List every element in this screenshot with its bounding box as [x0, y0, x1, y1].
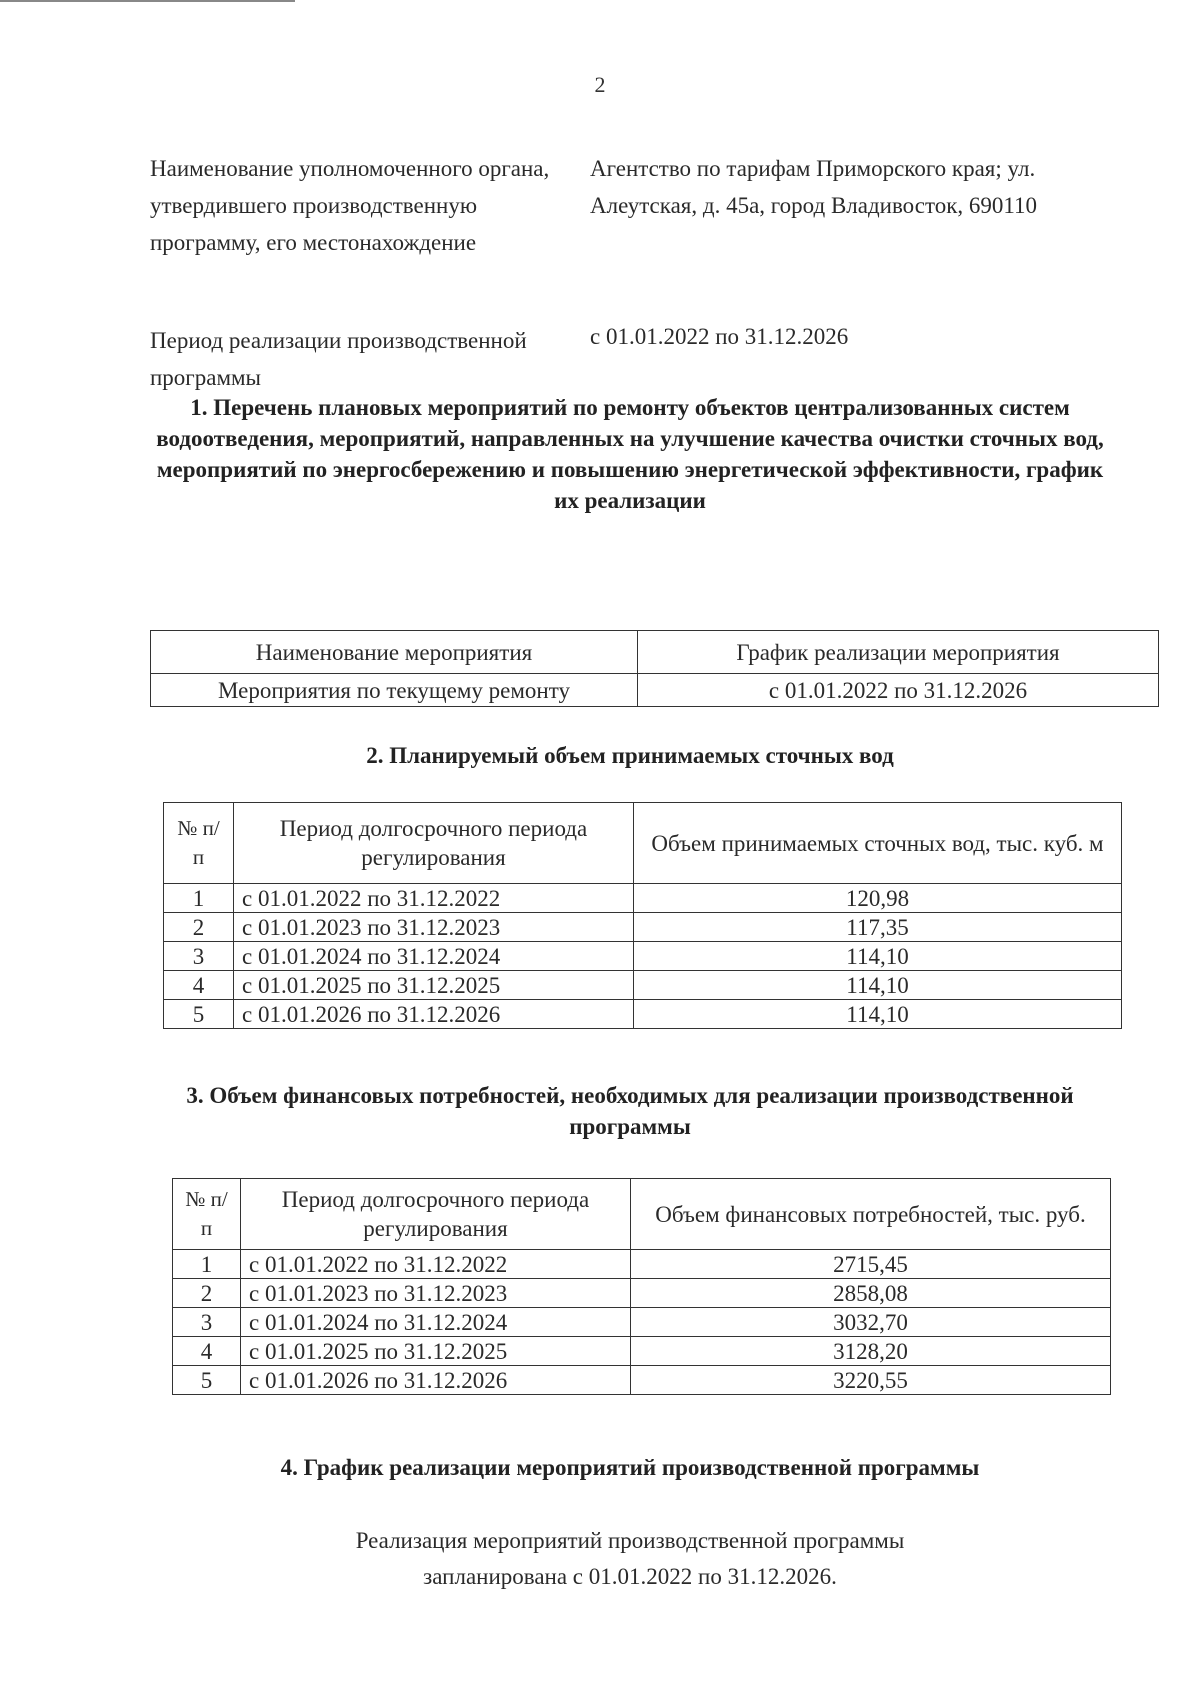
measure-name-cell: Мероприятия по текущему ремонту	[151, 674, 638, 707]
table-header-row	[173, 1179, 1111, 1250]
table-header-row	[151, 631, 1159, 674]
table-row	[173, 1308, 1111, 1337]
header-period: Период долгосрочного периода регулирования	[234, 803, 634, 884]
measures-table	[150, 630, 1159, 707]
row-number: 1	[173, 1250, 241, 1279]
header-number: № п/п	[164, 803, 234, 884]
table-row	[164, 913, 1122, 942]
section4-title: 4. График реализации мероприятий производственной программы	[280, 1455, 980, 1480]
row-number: 5	[164, 1000, 234, 1029]
table-row	[173, 1279, 1111, 1308]
row-period: с 01.01.2022 по 31.12.2022	[234, 884, 634, 913]
closing-line-2: запланирована с 01.01.2022 по 31.12.2026.	[423, 1564, 837, 1589]
authority-value: Агентство по тарифам Приморского края; ул. Алеутская, д. 45а, город Владивосток, 690110	[590, 156, 1038, 218]
page-number: 2	[594, 72, 606, 97]
row-number: 5	[173, 1366, 241, 1395]
table-row	[164, 971, 1122, 1000]
table-row	[173, 1366, 1111, 1395]
row-period: с 01.01.2024 по 31.12.2024	[234, 942, 634, 971]
row-number: 3	[173, 1308, 241, 1337]
table-header-row	[164, 803, 1122, 884]
authority-label: Наименование уполномоченного органа, утвердившего производственную программу, его местонахождение	[150, 156, 550, 255]
row-period: с 01.01.2024 по 31.12.2024	[241, 1308, 631, 1337]
financial-needs-table	[172, 1178, 1111, 1395]
section1-title: 1. Перечень плановых мероприятий по ремонту объектов централизованных систем водоотведения, мероприятий, направленных на улучшение качества очистки сточных вод, мероприятий по энергосбережению и повышению энергетической эффективности, график их реализации	[156, 395, 1104, 513]
row-period: с 01.01.2023 по 31.12.2023	[241, 1279, 631, 1308]
row-period: с 01.01.2023 по 31.12.2023	[234, 913, 634, 942]
row-period: с 01.01.2025 по 31.12.2025	[234, 971, 634, 1000]
wastewater-volume-table	[163, 802, 1122, 1029]
closing-line-1: Реализация мероприятий производственной программы	[355, 1528, 905, 1553]
table-row	[164, 1000, 1122, 1029]
row-amount: 3032,70	[631, 1308, 1111, 1337]
header-volume: Объем принимаемых сточных вод, тыс. куб. м	[634, 803, 1122, 884]
measure-schedule-cell: с 01.01.2022 по 31.12.2026	[638, 674, 1159, 707]
table-row	[164, 884, 1122, 913]
row-number: 2	[164, 913, 234, 942]
row-amount: 2715,45	[631, 1250, 1111, 1279]
header-period: Период долгосрочного периода регулирования	[241, 1179, 631, 1250]
row-volume: 120,98	[634, 884, 1122, 913]
row-number: 1	[164, 884, 234, 913]
row-volume: 114,10	[634, 971, 1122, 1000]
row-number: 4	[164, 971, 234, 1000]
row-number: 3	[164, 942, 234, 971]
table-row	[151, 674, 1159, 707]
row-period: с 01.01.2025 по 31.12.2025	[241, 1337, 631, 1366]
row-volume: 117,35	[634, 913, 1122, 942]
header-financial-volume: Объем финансовых потребностей, тыс. руб.	[631, 1179, 1111, 1250]
row-amount: 3128,20	[631, 1337, 1111, 1366]
scan-edge-line	[0, 0, 295, 2]
row-volume: 114,10	[634, 1000, 1122, 1029]
section3-title: 3. Объем финансовых потребностей, необходимых для реализации производственной программы	[186, 1083, 1074, 1139]
period-value: с 01.01.2022 по 31.12.2026	[590, 324, 849, 349]
row-amount: 3220,55	[631, 1366, 1111, 1395]
section2-title: 2. Планируемый объем принимаемых сточных вод	[366, 743, 894, 768]
row-period: с 01.01.2022 по 31.12.2022	[241, 1250, 631, 1279]
header-number: № п/п	[173, 1179, 241, 1250]
row-number: 2	[173, 1279, 241, 1308]
row-period: с 01.01.2026 по 31.12.2026	[241, 1366, 631, 1395]
header-measure-schedule: График реализации мероприятия	[638, 631, 1159, 674]
row-period: с 01.01.2026 по 31.12.2026	[234, 1000, 634, 1029]
row-volume: 114,10	[634, 942, 1122, 971]
table-row	[164, 942, 1122, 971]
row-amount: 2858,08	[631, 1279, 1111, 1308]
header-measure-name: Наименование мероприятия	[151, 631, 638, 674]
table-row	[173, 1337, 1111, 1366]
period-label: Период реализации производственной программы	[150, 328, 527, 390]
table-row	[173, 1250, 1111, 1279]
row-number: 4	[173, 1337, 241, 1366]
